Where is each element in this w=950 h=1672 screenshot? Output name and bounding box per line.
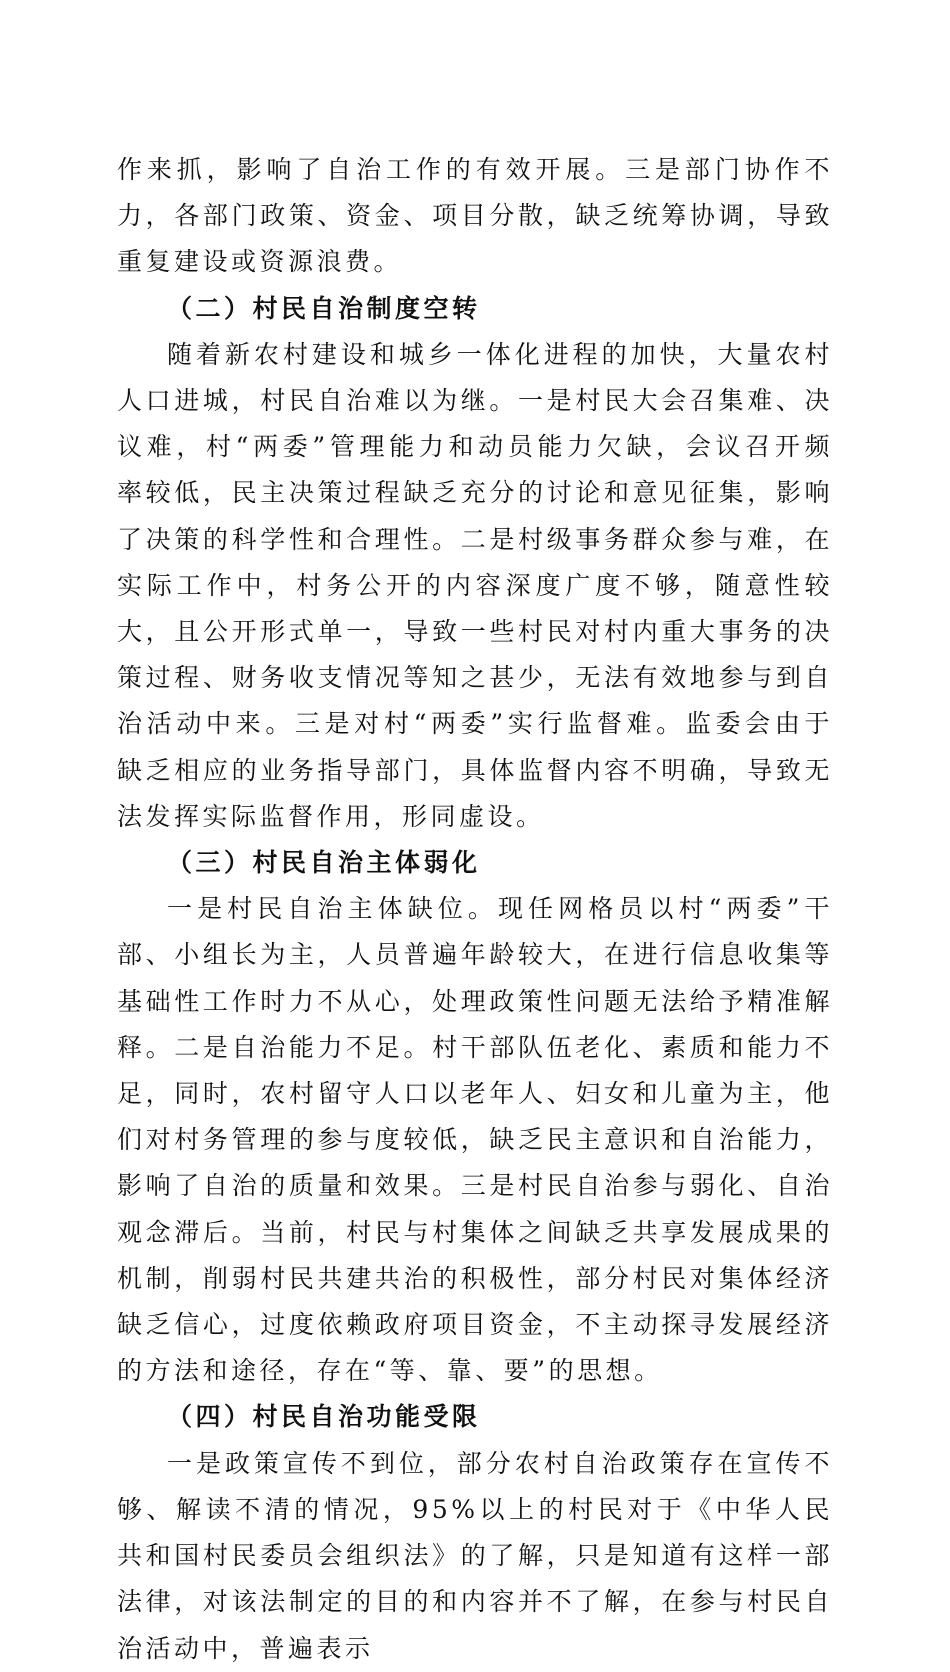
paragraph-section-2: 随着新农村建设和城乡一体化进程的加快，大量农村人口进城，村民自治难以为继。一是村民大会召集难、决议难，村“两委”管理能力和动员能力欠缺，会议召开频率较低，民主决策过程缺乏充分的讨论和意见征集，影响了决策的科学性和合理性。二是村级事务群众参与难，在实际工作中，村务公开的内容深度广度不够，随意性较大，且公开形式单一，导致一些村民对村内重大事务的决策过程、财务收支情况等知之甚少，无法有效地参与到自治活动中来。三是对村“两委”实行监督难。监委会由于缺乏相应的业务指导部门，具体监督内容不明确，导致无法发挥实际监督作用，形同虚设。 bbox=[117, 339, 833, 831]
paragraph-section-3: 一是村民自治主体缺位。现任网格员以村“两委”干部、小组长为主，人员普遍年龄较大，在进行信息收集等基础性工作时力不从心，处理政策性问题无法给予精准解释。二是自治能力不足。村干部队伍老化、素质和能力不足，同时，农村留守人口以老年人、妇女和儿童为主，他们对村务管理的参与度较低，缺乏民主意识和自治能力，影响了自治的质量和效果。三是村民自治参与弱化、自治观念滞后。当前，村民与村集体之间缺乏共享发展成果的机制，削弱村民共建共治的积极性，部分村民对集体经济缺乏信心，过度依赖政府项目资金，不主动探寻发展经济的方法和途径，存在“等、靠、要”的思想。 bbox=[117, 894, 833, 1386]
paragraph-continuation: 作来抓，影响了自治工作的有效开展。三是部门协作不力，各部门政策、资金、项目分散，缺乏统筹协调，导致重复建设或资源浪费。 bbox=[117, 155, 833, 277]
paragraph-section-4: 一是政策宣传不到位，部分农村自治政策存在宣传不够、解读不清的情况，95%以上的村民对于《中华人民共和国村民委员会组织法》的了解，只是知道有这样一部法律，对该法制定的目的和内容并不了解，在参与村民自治活动中，普遍表示 bbox=[117, 1448, 833, 1663]
section-heading-3: （三）村民自治主体弱化 bbox=[167, 848, 481, 878]
section-heading-4: （四）村民自治功能受限 bbox=[167, 1402, 481, 1432]
document-body bbox=[117, 147, 833, 1672]
section-heading-2: （二）村民自治制度空转 bbox=[167, 293, 481, 323]
